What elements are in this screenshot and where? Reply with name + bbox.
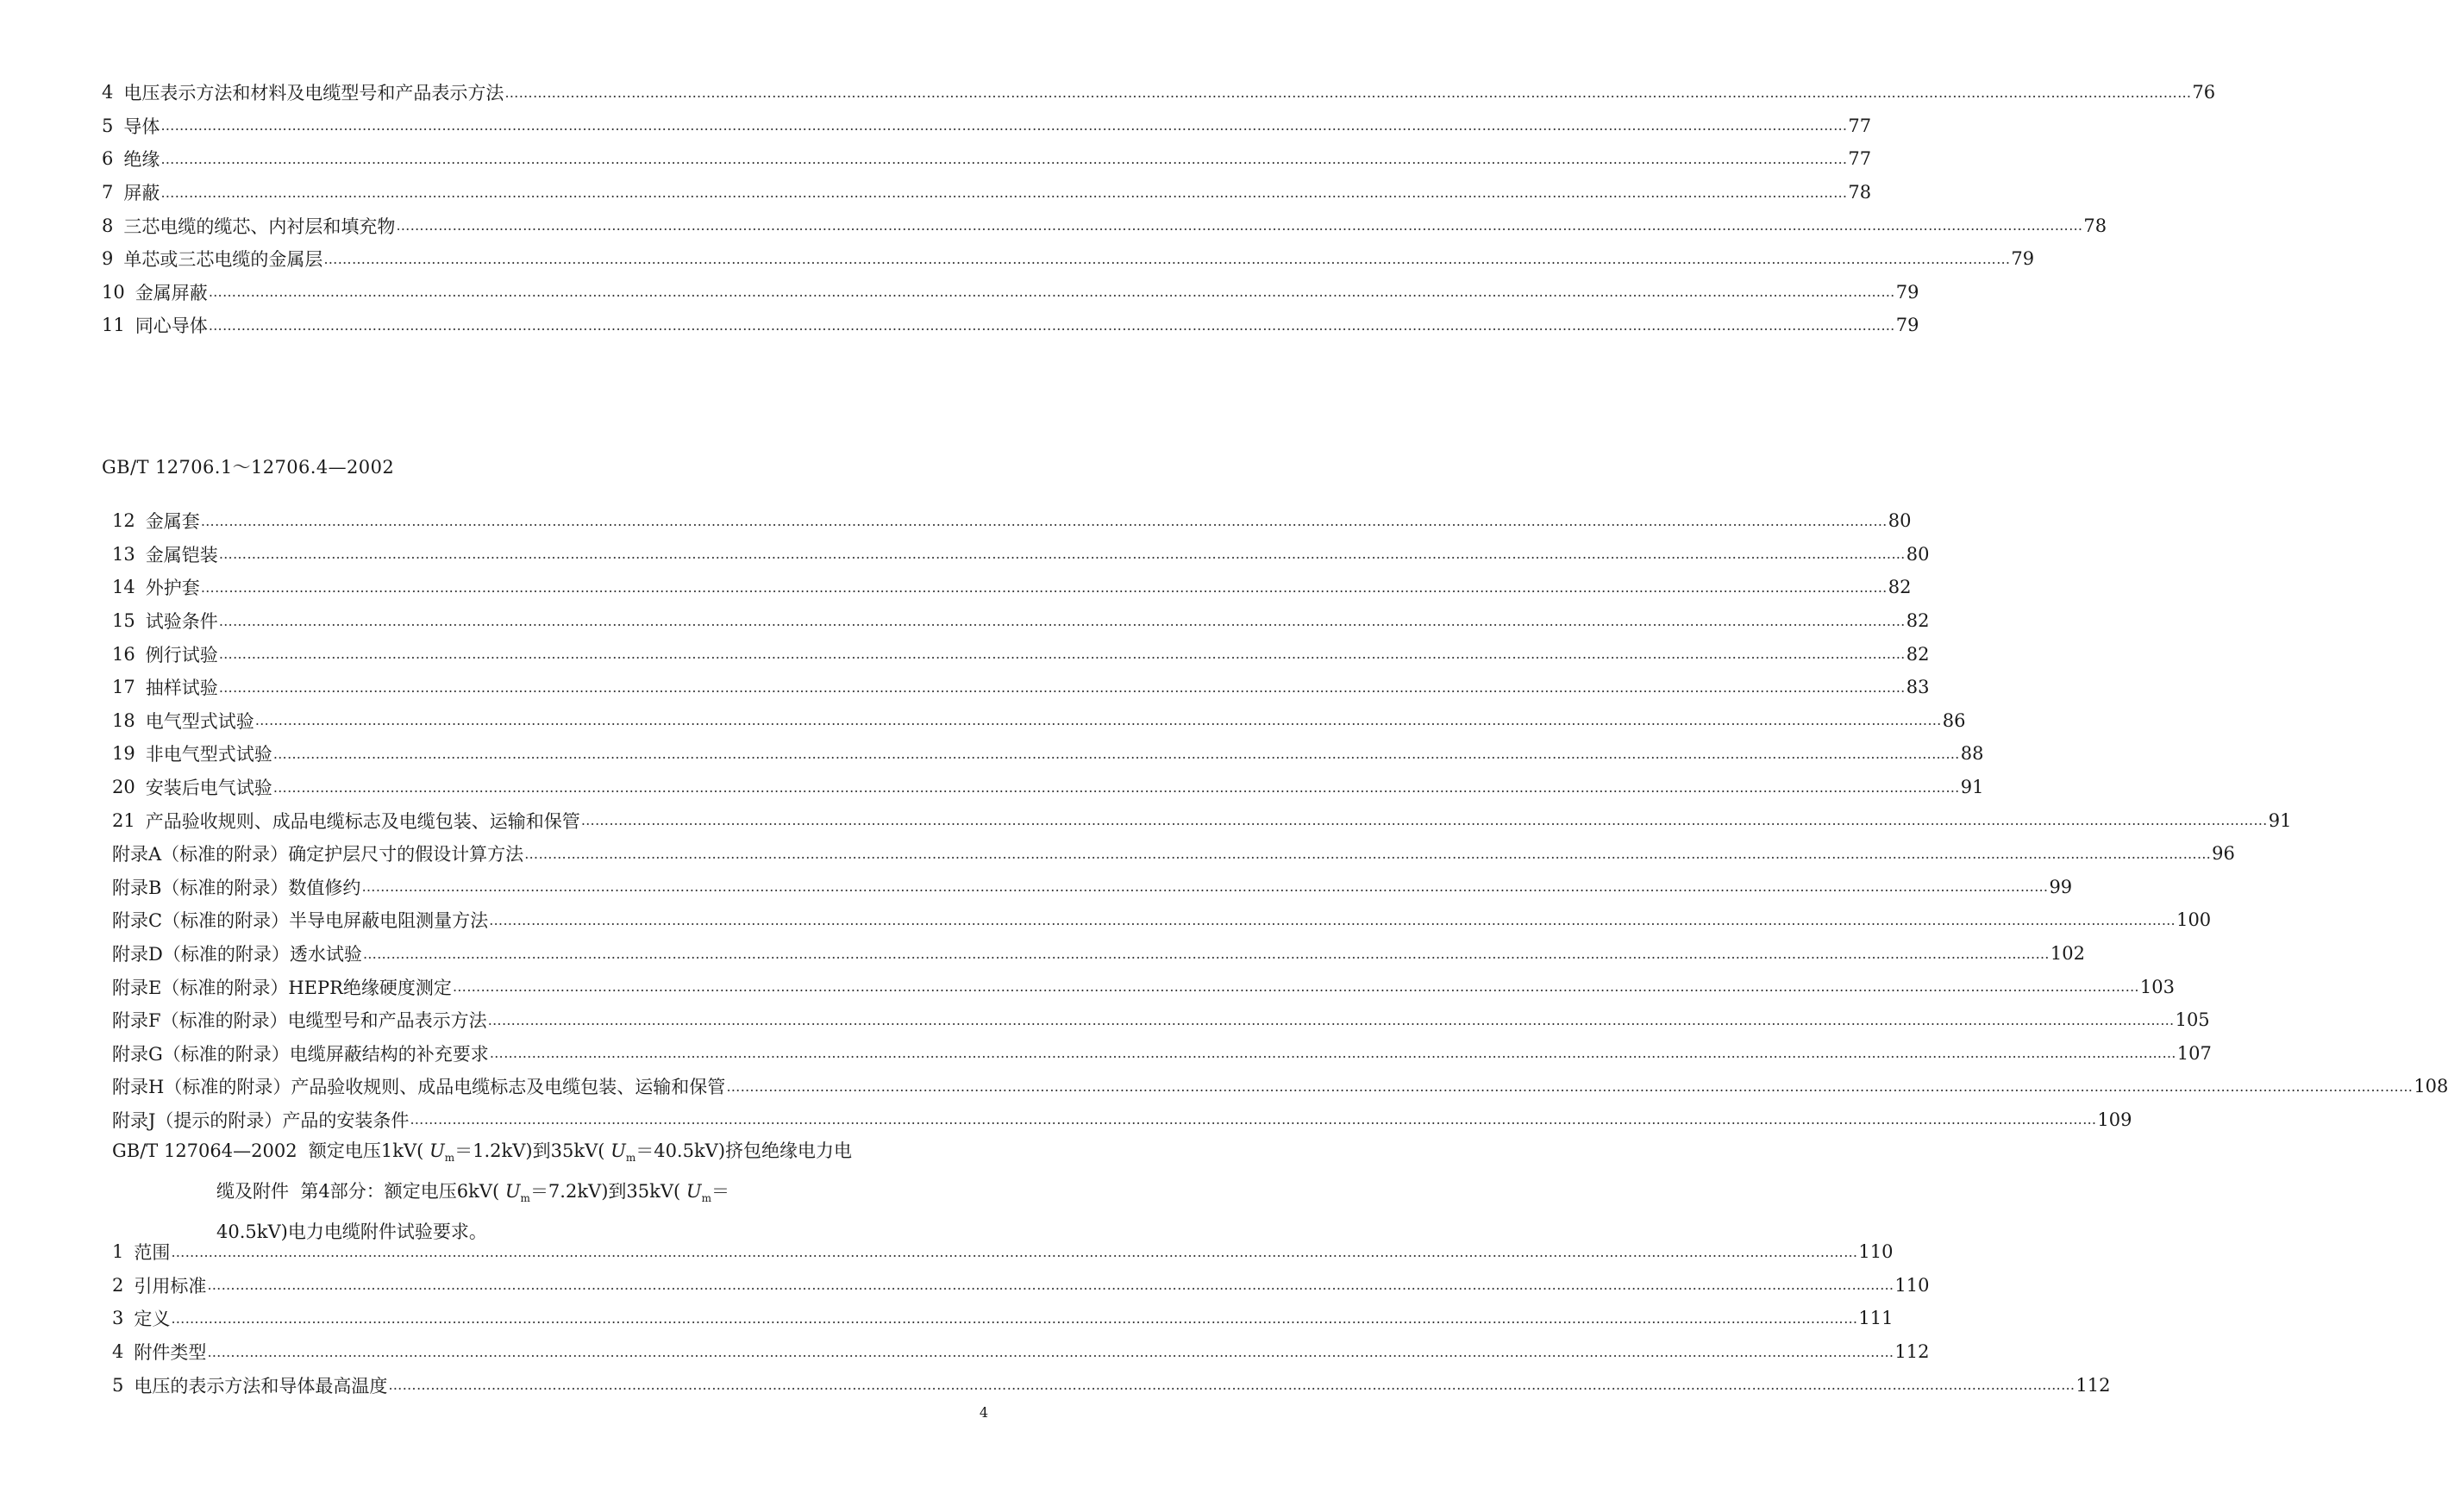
toc-entry-number: 17: [112, 677, 135, 698]
toc-entry-page: 91: [2268, 809, 2292, 831]
toc-dot-leader: ………………………………………………………………………………………………………………………………………………………………………………………………………………………………………………………………………………………………………………………………: [489, 911, 2176, 928]
toc-dot-leader: ………………………………………………………………………………………………………………………………………………………………………………………………………………………………………………………………………………………………………………………………: [272, 745, 1960, 762]
toc-dot-leader: ………………………………………………………………………………………………………………………………………………………………………………………………………………………………………………………………………………………………………………………………: [362, 945, 2050, 962]
toc-dot-leader: ………………………………………………………………………………………………………………………………………………………………………………………………………………………………………………………………………………………………………………………………: [208, 316, 1895, 334]
part4-heading: [112, 1134, 852, 1248]
running-header: GB/T 12706.1～12706.4—2002: [102, 457, 395, 478]
toc-dot-leader: ………………………………………………………………………………………………………………………………………………………………………………………………………………………………………………………………………………………………………………………………: [396, 217, 2083, 234]
toc-entry-number: 19: [112, 743, 135, 765]
toc-entry-number: 4: [112, 1341, 124, 1363]
toc-entry-title: 范围: [134, 1242, 171, 1264]
toc-entry-page: 102: [2050, 943, 2085, 965]
part4-heading-line1: GB/T 127064—2002 额定电压1kV( $U_m=1.2kV$)到35kV( $U_m=40.5kV$)挤包绝缘电力电: [112, 1140, 853, 1165]
toc-dot-leader: ………………………………………………………………………………………………………………………………………………………………………………………………………………………………………………………………………………………………………………………………: [218, 646, 1906, 663]
toc-entry-page: 110: [1858, 1241, 1894, 1263]
toc-entry-number: 2: [112, 1274, 124, 1296]
toc-entry: [112, 1235, 1894, 1269]
toc-entry-page: 80: [1906, 543, 1930, 565]
toc-dot-leader: ………………………………………………………………………………………………………………………………………………………………………………………………………………………………………………………………………………………………………………………………: [160, 150, 1848, 167]
toc-entry-title: 例行试验: [145, 644, 218, 665]
toc-section-bottom: [112, 1235, 2111, 1402]
toc-entry-title: 附件类型: [134, 1342, 207, 1364]
toc-entry-number: 18: [112, 709, 135, 731]
toc-entry-page: 77: [1848, 115, 1872, 136]
toc-entry-number: 14: [112, 577, 135, 598]
toc-entry-page: 79: [1895, 281, 1919, 303]
toc-entry-title: 金属套: [145, 511, 200, 533]
toc-entry-title: 金属屏蔽: [135, 282, 208, 303]
toc-entry-page: 82: [1888, 577, 1912, 598]
toc-entry-page: 105: [2175, 1009, 2210, 1031]
toc-entry-page: 86: [1942, 709, 1966, 731]
toc-entry-title: 电压表示方法和材料及电缆型号和产品表示方法: [123, 83, 504, 104]
toc-entry-number: 4: [102, 82, 114, 103]
toc-dot-leader: ………………………………………………………………………………………………………………………………………………………………………………………………………………………………………………………………………………………………………………………………: [580, 812, 2268, 829]
toc-dot-leader: ………………………………………………………………………………………………………………………………………………………………………………………………………………………………………………………………………………………………………………………………: [200, 512, 1888, 529]
toc-entry: [102, 276, 1919, 309]
toc-entry-number: 21: [112, 809, 135, 831]
toc-entry-number: 3: [112, 1308, 124, 1329]
toc-section-top: [102, 76, 2216, 342]
toc-entry: [112, 1003, 2210, 1037]
toc-entry: [112, 538, 1930, 572]
toc-entry-page: 78: [1848, 182, 1872, 203]
toc-entry-title: 试验条件: [145, 611, 218, 633]
toc-entry: [112, 671, 1930, 704]
toc-entry-title: 抽样试验: [145, 678, 218, 699]
toc-entry-title: 附录C（标准的附录）半导电屏蔽电阻测量方法: [112, 910, 489, 932]
toc-entry-number: 20: [112, 777, 135, 798]
toc-entry-page: 112: [2075, 1374, 2111, 1396]
toc-entry-title: 附录A（标准的附录）确定护层尺寸的假设计算方法: [112, 844, 524, 865]
toc-entry: [112, 1335, 1930, 1369]
toc-entry: [112, 1368, 2111, 1402]
toc-entry-page: 78: [2083, 215, 2107, 236]
toc-dot-leader: ………………………………………………………………………………………………………………………………………………………………………………………………………………………………………………………………………………………………………………………………: [254, 712, 1942, 729]
toc-entry-title: 附录F（标准的附录）电缆型号和产品表示方法: [112, 1010, 487, 1032]
part4-heading-line3: 40.5kV)电力电缆附件试验要求。: [216, 1221, 487, 1242]
page-number: 4: [979, 1404, 988, 1421]
toc-entry-page: 100: [2176, 909, 2212, 931]
toc-entry-number: 5: [102, 115, 114, 136]
toc-entry-page: 96: [2212, 843, 2235, 865]
toc-entry: [112, 1103, 2132, 1137]
toc-entry-number: 1: [112, 1241, 124, 1263]
toc-entry: [112, 771, 1984, 804]
part4-heading-line2: 缆及附件 第4部分：额定电压6kV( $U_m=7.2kV$)到35kV( $U_m=$: [216, 1180, 729, 1204]
toc-entry-page: 77: [1848, 148, 1872, 170]
toc-entry: [112, 903, 2212, 937]
toc-entry-title: 绝缘: [123, 149, 160, 171]
toc-entry-page: 110: [1894, 1274, 1930, 1296]
toc-dot-leader: ………………………………………………………………………………………………………………………………………………………………………………………………………………………………………………………………………………………………………………………………: [171, 1243, 1858, 1260]
toc-entry-page: 112: [1894, 1341, 1930, 1363]
toc-dot-leader: ………………………………………………………………………………………………………………………………………………………………………………………………………………………………………………………………………………………………………………………………: [388, 1377, 2075, 1394]
toc-entry-page: 99: [2049, 876, 2073, 897]
toc-entry: [112, 837, 2235, 871]
toc-dot-leader: ………………………………………………………………………………………………………………………………………………………………………………………………………………………………………………………………………………………………………………………………: [272, 778, 1960, 796]
toc-dot-leader: ………………………………………………………………………………………………………………………………………………………………………………………………………………………………………………………………………………………………………………………………: [218, 678, 1906, 696]
toc-dot-leader: ………………………………………………………………………………………………………………………………………………………………………………………………………………………………………………………………………………………………………………………………: [160, 184, 1848, 201]
toc-entry-title: 定义: [134, 1309, 171, 1330]
toc-entry: [112, 1037, 2212, 1071]
toc-entry: [102, 109, 1872, 143]
toc-dot-leader: ………………………………………………………………………………………………………………………………………………………………………………………………………………………………………………………………………………………………………………………………: [410, 1111, 2097, 1128]
toc-dot-leader: ………………………………………………………………………………………………………………………………………………………………………………………………………………………………………………………………………………………………………………………………: [207, 1343, 1894, 1360]
toc-entry-number: 8: [102, 215, 114, 236]
toc-entry-title: 非电气型式试验: [145, 744, 272, 765]
toc-entry-title: 附录J（提示的附录）产品的安装条件: [112, 1109, 410, 1131]
toc-section-middle: [112, 504, 2448, 1136]
toc-entry-title: 电压的表示方法和导体最高温度: [134, 1375, 388, 1396]
toc-dot-leader: ………………………………………………………………………………………………………………………………………………………………………………………………………………………………………………………………………………………………………………………………: [207, 1277, 1894, 1294]
toc-dot-leader: ………………………………………………………………………………………………………………………………………………………………………………………………………………………………………………………………………………………………………………………………: [361, 878, 2049, 896]
toc-entry-title: 产品验收规则、成品电缆标志及电缆包装、运输和保管: [145, 810, 580, 832]
toc-entry-page: 79: [2011, 248, 2035, 270]
toc-dot-leader: ………………………………………………………………………………………………………………………………………………………………………………………………………………………………………………………………………………………………………………………………: [200, 578, 1888, 596]
toc-entry: [112, 1070, 2448, 1103]
toc-entry: [102, 242, 2035, 276]
toc-entry-number: 5: [112, 1374, 124, 1396]
toc-entry-number: 11: [102, 315, 125, 336]
toc-dot-leader: ………………………………………………………………………………………………………………………………………………………………………………………………………………………………………………………………………………………………………………………………: [487, 1011, 2175, 1028]
toc-entry: [112, 571, 1912, 604]
toc-entry-title: 附录H（标准的附录）产品验收规则、成品电缆标志及电缆包装、运输和保管: [112, 1077, 726, 1098]
toc-entry-number: 9: [102, 248, 114, 270]
toc-entry-title: 同心导体: [135, 316, 208, 337]
toc-dot-leader: ………………………………………………………………………………………………………………………………………………………………………………………………………………………………………………………………………………………………………………………………: [323, 250, 2011, 267]
toc-entry-page: 80: [1888, 510, 1912, 532]
toc-entry-title: 引用标准: [134, 1275, 207, 1296]
toc-entry-page: 76: [2192, 82, 2216, 103]
toc-dot-leader: ………………………………………………………………………………………………………………………………………………………………………………………………………………………………………………………………………………………………………………………………: [171, 1309, 1858, 1327]
toc-entry: [102, 176, 1872, 209]
toc-dot-leader: ………………………………………………………………………………………………………………………………………………………………………………………………………………………………………………………………………………………………………………………………: [452, 978, 2139, 996]
toc-entry-title: 金属铠装: [145, 544, 218, 565]
toc-entry: [102, 76, 2216, 109]
toc-entry-title: 附录B（标准的附录）数值修约: [112, 877, 361, 898]
toc-entry-number: 10: [102, 281, 125, 303]
toc-entry-page: 82: [1906, 643, 1930, 665]
toc-entry-title: 屏蔽: [123, 183, 160, 204]
toc-entry-title: 附录D（标准的附录）透水试验: [112, 944, 362, 965]
toc-entry: [112, 737, 1984, 771]
toc-dot-leader: ………………………………………………………………………………………………………………………………………………………………………………………………………………………………………………………………………………………………………………………………: [160, 117, 1848, 134]
toc-entry: [102, 209, 2107, 242]
toc-entry-number: 12: [112, 510, 135, 532]
toc-entry-title: 导体: [123, 116, 160, 137]
toc-entry: [112, 1302, 1894, 1335]
toc-entry-page: 109: [2097, 1109, 2132, 1130]
toc-entry: [112, 970, 2176, 1003]
toc-entry-page: 108: [2414, 1076, 2448, 1097]
toc-entry: [112, 937, 2085, 971]
toc-entry: [112, 604, 1930, 638]
toc-dot-leader: ………………………………………………………………………………………………………………………………………………………………………………………………………………………………………………………………………………………………………………………………: [208, 284, 1895, 301]
toc-entry: [112, 637, 1930, 671]
toc-entry: [102, 309, 1919, 342]
toc-entry-page: 88: [1960, 743, 1984, 765]
toc-dot-leader: ………………………………………………………………………………………………………………………………………………………………………………………………………………………………………………………………………………………………………………………………: [218, 612, 1906, 629]
toc-entry-page: 107: [2176, 1042, 2212, 1064]
toc-dot-leader: ………………………………………………………………………………………………………………………………………………………………………………………………………………………………………………………………………………………………………………………………: [524, 845, 2212, 862]
toc-entry-page: 103: [2139, 976, 2176, 997]
toc-entry-page: 91: [1960, 777, 1984, 798]
toc-entry-title: 安装后电气试验: [145, 778, 272, 799]
toc-entry-title: 单芯或三芯电缆的金属层: [123, 249, 323, 271]
toc-entry-number: 6: [102, 148, 114, 170]
toc-entry-page: 111: [1858, 1308, 1894, 1329]
toc-dot-leader: ………………………………………………………………………………………………………………………………………………………………………………………………………………………………………………………………………………………………………………………………: [218, 546, 1906, 563]
toc-entry-number: 15: [112, 610, 135, 632]
toc-entry-number: 7: [102, 182, 114, 203]
toc-entry-page: 79: [1895, 315, 1919, 336]
toc-entry-page: 82: [1906, 610, 1930, 632]
toc-entry-page: 83: [1906, 677, 1930, 698]
toc-entry-title: 外护套: [145, 578, 200, 599]
toc-dot-leader: ………………………………………………………………………………………………………………………………………………………………………………………………………………………………………………………………………………………………………………………………: [504, 84, 2192, 101]
toc-entry: [112, 504, 1912, 538]
toc-entry: [112, 704, 1966, 738]
toc-entry: [112, 871, 2073, 904]
toc-dot-leader: ………………………………………………………………………………………………………………………………………………………………………………………………………………………………………………………………………………………………………………………………: [726, 1078, 2414, 1095]
toc-entry: [112, 803, 2292, 837]
toc-entry-title: 附录E（标准的附录）HEPR绝缘硬度测定: [112, 977, 452, 998]
toc-entry-title: 附录G（标准的附录）电缆屏蔽结构的补充要求: [112, 1043, 489, 1065]
toc-entry-number: 13: [112, 543, 135, 565]
toc-entry: [102, 142, 1872, 176]
toc-entry-number: 16: [112, 643, 135, 665]
toc-entry: [112, 1269, 1930, 1303]
toc-dot-leader: ………………………………………………………………………………………………………………………………………………………………………………………………………………………………………………………………………………………………………………………………: [489, 1045, 2176, 1062]
toc-entry-title: 三芯电缆的缆芯、内衬层和填充物: [123, 216, 396, 237]
toc-entry-title: 电气型式试验: [145, 710, 254, 732]
